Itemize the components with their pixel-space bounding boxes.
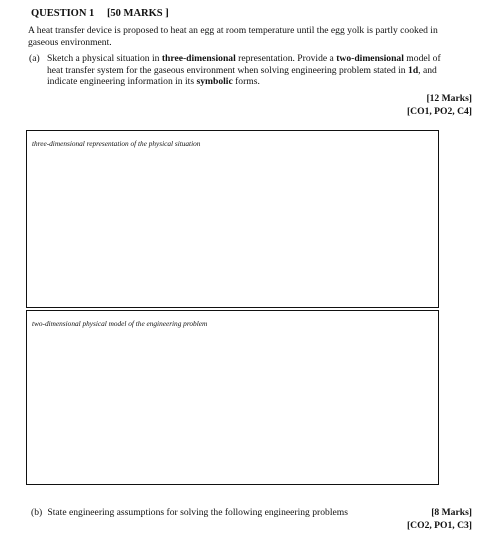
answer-box-3d-caption: three-dimensional representation of the physical situation [32, 139, 201, 148]
part-b-text: State engineering assumptions for solving the following engineering problems [47, 507, 348, 518]
answer-box-2d[interactable] [26, 310, 439, 485]
part-a-bold-two-dimensional: two-dimensional [336, 53, 404, 64]
part-a-outcomes: [CO1, PO2, C4] [406, 105, 472, 117]
question-title: QUESTION 1 [31, 8, 95, 19]
question-total-marks: [50 MARKS ] [106, 8, 169, 19]
part-a-text-5: forms. [232, 76, 260, 88]
part-a-bold-three-dimensional: three-dimensional [161, 53, 236, 64]
part-a-text-2: representation. Provide a [235, 53, 337, 64]
part-a-marks: [12 Marks] [426, 93, 472, 104]
part-b-label: (b) [31, 507, 43, 518]
part-b-marks: [8 Marks] [431, 507, 472, 518]
answer-box-3d[interactable] [26, 130, 439, 308]
part-b-outcomes: [CO2, PO1, C3] [406, 519, 472, 531]
part-a-text-4: , and indicate engineering information in its [47, 64, 437, 88]
part-a-bold-1d: 1d [408, 64, 419, 76]
part-a-text [47, 53, 449, 88]
part-a-text-1: Sketch a physical situation in [47, 53, 162, 64]
part-a-text-3: model of heat transfer system for the gaseous environment when solving engineering problem stated in [47, 53, 441, 76]
part-a-marks-block [407, 93, 472, 118]
part-b [31, 507, 348, 518]
part-b-marks-block [407, 507, 472, 532]
answer-box-2d-caption: two-dimensional physical model of the engineering problem [32, 319, 208, 328]
part-a-bold-symbolic: symbolic [196, 76, 233, 88]
part-a-label: (a) [29, 53, 40, 64]
question-heading [31, 8, 169, 19]
question-intro: A heat transfer device is proposed to heat an egg at room temperature until the egg yolk is partly cooked in gaseous environment. [28, 25, 438, 48]
part-a [29, 53, 449, 88]
